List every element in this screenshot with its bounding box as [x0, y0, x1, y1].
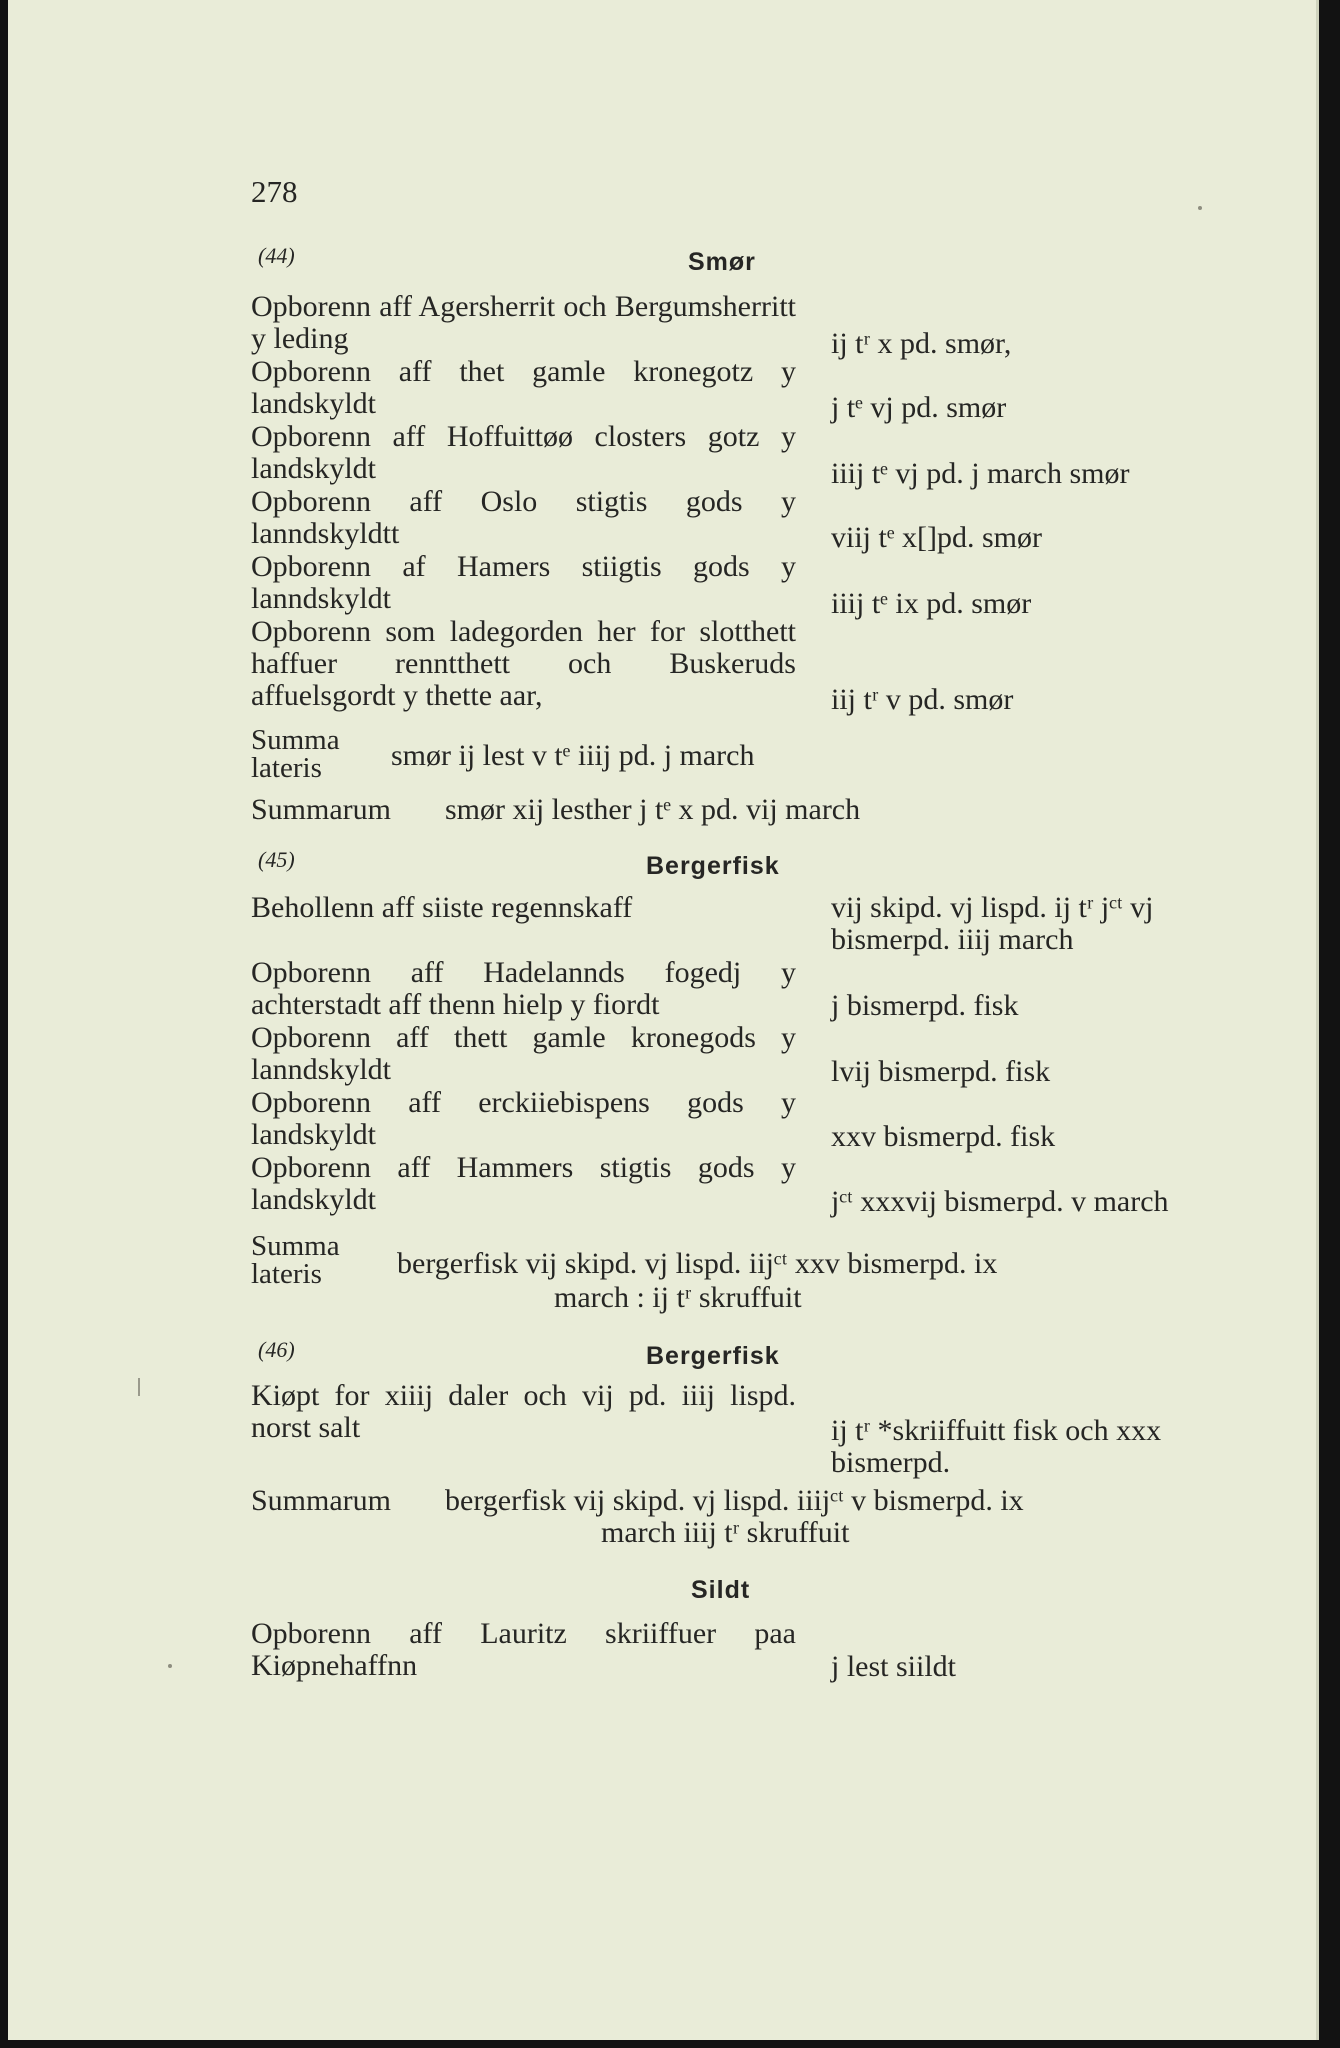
entry-right: j bismerpd. fisk: [831, 989, 1019, 1022]
entry-left: Opborenn aff Oslo stigtis gods y lanndskyldtt: [251, 485, 796, 550]
summarum-text: smør xij lesther j tᵉ x pd. vij march: [445, 793, 861, 826]
page-speck: [168, 1664, 172, 1668]
entry-right: ij tʳ *skriiffuitt fisk och xxx bismerpd.: [831, 1414, 1162, 1479]
entry-right: j lest siildt: [831, 1650, 957, 1683]
entry-left: Opborenn aff Hadelannds fogedj y achterstadt aff thenn hielp y fiordt: [251, 956, 796, 1021]
section-number: (45): [258, 847, 295, 872]
entry-right: j tᵉ vj pd. smør: [831, 391, 1007, 424]
entry-right: xxv bismerpd. fisk: [831, 1120, 1056, 1153]
summa-text: smør ij lest v tᵉ iiij pd. j march: [391, 739, 755, 772]
entry-left: Opborenn som ladegorden her for slotthett haffuer renntthett och Buskeruds affuelsgordt y thette aar,: [251, 615, 796, 712]
lateris-label: lateris: [251, 752, 322, 784]
entry-right: iiij tᵉ vj pd. j march smør: [831, 457, 1130, 490]
entry-left: Opborenn aff Lauritz skriiffuer paa Kiøpnehaffnn: [251, 1617, 796, 1682]
page-speck: [1198, 206, 1202, 210]
document-page: [8, 0, 1319, 2040]
entry-right: iij tʳ v pd. smør: [831, 683, 1014, 716]
summarum-label: Summarum: [251, 1484, 391, 1517]
entry-left: Kiøpt for xiiij daler och vij pd. iiij lispd. norst salt: [251, 1379, 796, 1444]
entry-left: Opborenn aff Agersherrit och Bergumsherritt y leding: [251, 290, 796, 355]
summarum-text: bergerfisk vij skipd. vj lispd. iiijᶜᵗ v bismerpd. ix: [445, 1484, 1024, 1517]
summarum-label: Summarum: [251, 793, 391, 826]
page-number: 278: [251, 174, 298, 209]
section-heading: Sildt: [691, 1576, 751, 1604]
entry-left: Opborenn aff Hammers stigtis gods y landskyldt: [251, 1151, 796, 1216]
entry-left: Opborenn af Hamers stiigtis gods y lanndskyldt: [251, 550, 796, 615]
section-number: (44): [258, 243, 295, 268]
entry-left: Opborenn aff Hoffuittøø closters gotz y landskyldt: [251, 420, 796, 485]
entry-right: viij tᵉ x[]pd. smør: [831, 521, 1043, 554]
summa-label: Summa: [251, 1230, 340, 1262]
summa-text: bergerfisk vij skipd. vj lispd. iijᶜᵗ xxv bismerpd. ix: [397, 1247, 998, 1280]
entry-right: ij tʳ x pd. smør,: [831, 327, 1012, 360]
entry-right: iiij tᵉ ix pd. smør: [831, 587, 1032, 620]
summa-text-cont: march : ij tʳ skruffuit: [554, 1281, 802, 1314]
entry-right: jᶜᵗ xxxvij bismerpd. v march: [831, 1185, 1169, 1218]
lateris-label: lateris: [251, 1258, 322, 1290]
entry-right: lvij bismerpd. fisk: [831, 1055, 1051, 1088]
page-mark: [138, 1378, 140, 1396]
entry-left: Opborenn aff thett gamle kronegods y lanndskyldt: [251, 1021, 796, 1086]
summa-label: Summa: [251, 724, 340, 756]
section-heading: Smør: [688, 248, 756, 276]
entry-left: Opborenn aff erckiiebispens gods y landskyldt: [251, 1086, 796, 1151]
section-number: (46): [258, 1337, 295, 1362]
entry-right: vij skipd. vj lispd. ij tʳ jᶜᵗ vj bismerpd. iiij march: [831, 891, 1154, 956]
section-heading: Bergerfisk: [646, 1342, 780, 1370]
section-heading: Bergerfisk: [646, 852, 780, 880]
entry-left: Behollenn aff siiste regennskaff: [251, 891, 633, 924]
summarum-text-cont: march iiij tʳ skruffuit: [601, 1516, 850, 1549]
entry-left: Opborenn aff thet gamle kronegotz y landskyldt: [251, 355, 796, 420]
